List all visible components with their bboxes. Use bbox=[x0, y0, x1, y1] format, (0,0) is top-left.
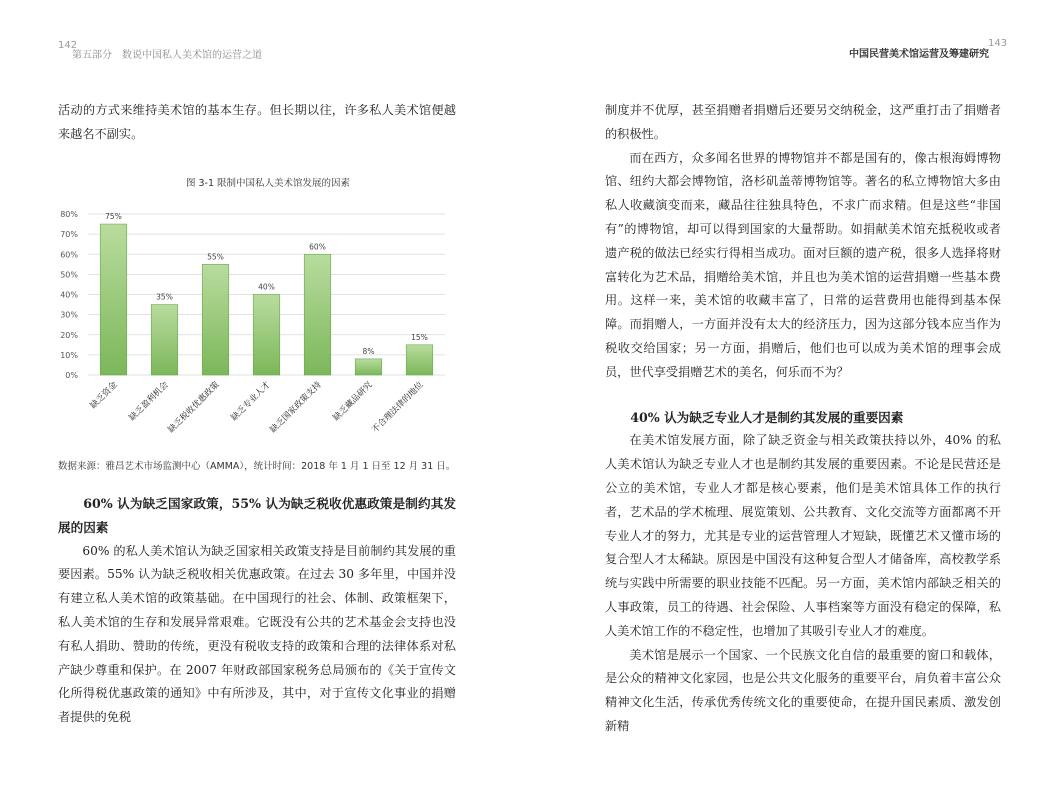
right-page bbox=[529, 0, 1058, 793]
paragraph: 美术馆是展示一个国家、一个民族文化自信的最重要的窗口和载体，是公众的精神文化家园，也是公共文化服务的重要平台，肩负着丰富公众精神文化生活，传承优秀传统文化的重要使命，在提升国民素质、激发创新精 bbox=[605, 647, 1001, 733]
x-tick-label: 缺乏国家政策支持 bbox=[268, 380, 324, 436]
bar-chart bbox=[50, 200, 470, 450]
y-tick-label: 10% bbox=[60, 350, 78, 360]
x-tick-label: 缺乏税收优惠政策 bbox=[166, 380, 222, 436]
bar bbox=[100, 224, 127, 375]
left-section bbox=[58, 492, 456, 730]
x-tick-label: 不合理法律的地位 bbox=[370, 380, 426, 436]
intro-text bbox=[58, 99, 456, 147]
data-label: 15% bbox=[411, 332, 428, 342]
section-heading: 60% 认为缺乏国家政策，55% 认为缺乏税收优惠政策是制约其发展的因素 bbox=[58, 496, 456, 535]
page-number: 142 bbox=[58, 40, 78, 51]
data-label: 35% bbox=[156, 292, 173, 302]
x-tick-label: 缺乏资金 bbox=[88, 380, 120, 412]
x-tick-label: 缺乏专业人才 bbox=[229, 380, 273, 424]
data-label: 40% bbox=[258, 282, 275, 292]
intro-paragraph: 活动的方式来维持美术馆的基本生存。但长期以往，许多私人美术馆便越来越名不副实。 bbox=[58, 103, 456, 141]
y-tick-label: 20% bbox=[60, 330, 78, 340]
page-number: 143 bbox=[988, 38, 1008, 49]
x-tick-label: 缺乏盈利机会 bbox=[127, 380, 171, 424]
y-tick-label: 0% bbox=[65, 371, 78, 380]
running-header: 第五部分 数说中国私人美术馆的运营之道 bbox=[72, 50, 262, 61]
bar bbox=[151, 305, 178, 375]
y-tick-label: 60% bbox=[60, 250, 78, 260]
bar bbox=[202, 264, 229, 375]
paragraph: 而在西方，众多闻名世界的博物馆并不都是国有的，像古根海姆博物馆、纽约大都会博物馆，洛杉矶盖蒂博物馆等。著名的私立博物馆大多由私人收藏演变而来，藏品往往独具特色，不求广而求精。但是这些“非国有”的博物馆，却可以得到国家的大量帮助。如捐献美术馆充抵税收或者遗产税的做法已经实行得相当成功。面对巨额的遗产税，很多人选择将财富转化为艺术品，捐赠给美术馆，并且也为美术馆的运营捐赠一些基本费用。这样一来，美术馆的收藏丰富了，日常的运营费用也能得到基本保障。而捐赠人，一方面并没有太大的经济压力，因为这部分钱本应当作为税收交给国家；另一方面，捐赠后，他们也可以成为美术馆的理事会成员，世代享受捐赠艺术的美名，何乐而不为？ bbox=[605, 150, 1001, 379]
data-label: 75% bbox=[105, 212, 122, 222]
bar bbox=[406, 345, 433, 375]
y-tick-label: 80% bbox=[60, 210, 78, 219]
bar bbox=[253, 295, 280, 376]
bar bbox=[355, 359, 382, 375]
chart-caption: 图 3-1 限制中国私人美术馆发展的因素 bbox=[185, 178, 351, 189]
y-tick-label: 40% bbox=[60, 290, 78, 300]
section-paragraph: 60% 的私人美术馆认为缺乏国家相关政策支持是目前制约其发展的重要因素。55% 认为缺乏税收相关优惠政策。在过去 30 多年里，中国并没有建立私人美术馆的政策基础。在中国现行的社会、体制、政策框架下，私人美术馆的生存和发展异常艰难。它既没有公共的艺术基金会支持也没有私人捐助、赞助的传统，更没有税收支持的政策和合理的法律体系对私产缺少尊重和保护。在 2007 年财政部国家税务总局颁布的《关于宣传文化所得税优惠政策的通知》中有所涉及，其中，对于宣传文化事业的捐赠者提供的免税 bbox=[58, 543, 456, 725]
paragraph: 在美术馆发展方面，除了缺乏资金与相关政策扶持以外，40% 的私人美术馆认为缺乏专业人才也是制约其发展的重要因素。不论是民营还是公立的美术馆，专业人才都是核心要素，他们是美术馆具体工作的执行者，艺术品的学术梳理、展览策划、公共教育、文化交流等方面都离不开专业人才的努力，尤其是专业的运营管理人才短缺，既懂艺术又懂市场的复合型人才太稀缺。原因是中国没有这种复合型人才储备库，高校教学系统与实践中所需要的职业技能不匹配。另一方面，美术馆内部缺乏相关的人事政策，员工的待遇、社会保险、人事档案等方面没有稳定的保障，私人美术馆工作的不稳定性，也增加了其吸引专业人才的难度。 bbox=[605, 433, 1001, 638]
paragraph: 制度并不优厚，甚至捐赠者捐赠后还要另交纳税金，这严重打击了捐赠者的积极性。 bbox=[605, 103, 1001, 141]
right-text bbox=[605, 99, 1001, 739]
chart-source: 数据来源：雅昌艺术市场监测中心（AMMA），统计时间：2018 年 1 月 1 日至 12 月 31 日。 bbox=[58, 461, 456, 472]
running-header: 中国民营美术馆运营及筹建研究 bbox=[849, 49, 989, 60]
data-label: 8% bbox=[362, 346, 375, 356]
data-label: 60% bbox=[309, 242, 326, 252]
bar bbox=[304, 254, 331, 375]
section-heading: 40% 认为缺乏专业人才是制约其发展的重要因素 bbox=[630, 409, 904, 425]
y-tick-label: 30% bbox=[60, 310, 78, 320]
data-label: 55% bbox=[207, 252, 224, 262]
x-tick-label: 缺乏藏品研究 bbox=[331, 380, 375, 424]
y-tick-label: 70% bbox=[60, 230, 78, 240]
y-tick-label: 50% bbox=[60, 270, 78, 280]
